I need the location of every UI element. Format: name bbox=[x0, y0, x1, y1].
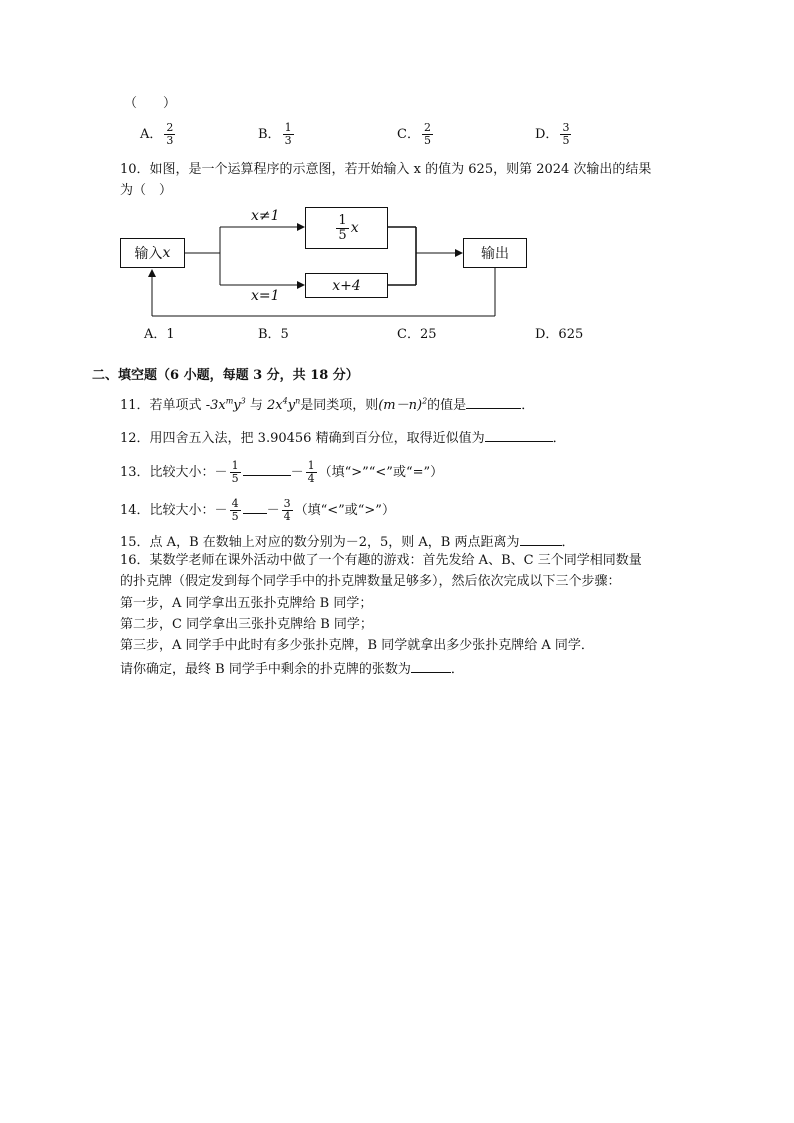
q11-prefix: 11．若单项式 bbox=[120, 398, 202, 413]
output-box: 输出 bbox=[463, 238, 527, 268]
q10-option-b: B．5 bbox=[258, 327, 289, 342]
q14-answer-blank[interactable] bbox=[243, 501, 267, 514]
q14-prefix: 14．比较大小： bbox=[120, 503, 215, 518]
q13-prefix: 13．比较大小： bbox=[120, 465, 215, 480]
q12-end: ． bbox=[552, 431, 566, 446]
q11-expr: $(m-n)^2$ bbox=[378, 396, 428, 413]
q15-end: ． bbox=[561, 535, 575, 550]
q10-line2: 为（ ） bbox=[120, 183, 173, 198]
q9-option-fraction: $\frac{2}{3}$ bbox=[166, 121, 174, 147]
q13 bbox=[120, 458, 443, 488]
q10-line1: 10．如图，是一个运算程序的示意图，若开始输入 x 的值为 625，则第 2024 次输出的结果 bbox=[120, 162, 652, 177]
q12 bbox=[120, 429, 566, 447]
q13-b-sign: － bbox=[290, 465, 304, 480]
q11-mid: 与 bbox=[245, 398, 267, 413]
q16-end: ． bbox=[450, 662, 464, 677]
q11 bbox=[120, 396, 534, 414]
input-box bbox=[120, 238, 185, 268]
q14-a-sign: － bbox=[214, 503, 228, 518]
condition-equals-one: x=1 bbox=[251, 288, 280, 304]
q9-option-fraction: $\frac{2}{5}$ bbox=[423, 121, 431, 147]
q11-term2: $2x^4y^n$ bbox=[267, 396, 301, 413]
q14-fraction-b: $\frac{3}{4}$ bbox=[283, 497, 291, 523]
q16-step3: 第三步，A 同学手中此时有多少张扑克牌，B 同学就拿出多少张扑克牌给 A 同学． bbox=[120, 638, 594, 653]
condition-not-one: x≠1 bbox=[251, 208, 280, 224]
q10-option-a: A．1 bbox=[144, 327, 175, 342]
q9-paren: （ ） bbox=[124, 96, 177, 111]
fraction-den: 5 bbox=[338, 227, 347, 243]
q9-option-fraction: $\frac{1}{3}$ bbox=[284, 121, 292, 147]
q10-option-d: D．625 bbox=[535, 327, 584, 342]
q16-question bbox=[120, 660, 464, 678]
input-var: x bbox=[162, 245, 171, 261]
q14-fraction-a: $\frac{4}{5}$ bbox=[231, 497, 239, 523]
q16-step2: 第二步，C 同学拿出三张扑克牌给 B 同学； bbox=[120, 617, 373, 632]
q16-question-text: 请你确定，最终 B 同学手中剩余的扑克牌的张数为 bbox=[120, 662, 411, 677]
q15 bbox=[120, 533, 575, 551]
q14-suffix: （填“<”或“>”） bbox=[294, 503, 395, 518]
q13-fraction-b: $\frac{1}{4}$ bbox=[307, 459, 315, 485]
q9-option-label: B． bbox=[258, 127, 281, 142]
q16-step1: 第一步，A 同学拿出五张扑克牌给 B 同学； bbox=[120, 596, 373, 611]
box-one-fifth-x bbox=[305, 207, 388, 249]
q12-answer-blank[interactable] bbox=[485, 429, 553, 442]
fraction-one-fifth bbox=[336, 214, 348, 243]
section-heading: 二、填空题（6 小题，每题 3 分，共 18 分） bbox=[92, 368, 359, 383]
q12-text: 12．用四舍五入法，把 3.90456 精确到百分位，取得近似值为 bbox=[120, 431, 485, 446]
q11-suffix2: 的值是 bbox=[427, 398, 467, 413]
input-label: 输入 bbox=[134, 246, 163, 262]
q11-term1: $-3x^my^3$ bbox=[205, 396, 246, 413]
q9-option-label: D． bbox=[535, 127, 559, 142]
q13-a-sign: － bbox=[214, 465, 228, 480]
q15-text: 15．点 A，B 在数轴上对应的数分别为－2，5，则 A，B 两点距离为 bbox=[120, 535, 520, 550]
fraction-num: 1 bbox=[338, 212, 347, 228]
q13-fraction-a: $\frac{1}{5}$ bbox=[231, 459, 239, 485]
q16-answer-blank[interactable] bbox=[411, 660, 451, 673]
q13-suffix: （填“>”“<”或“=”） bbox=[318, 465, 444, 480]
box-x-plus-4: x+4 bbox=[305, 273, 388, 298]
q14-b-sign: － bbox=[266, 503, 280, 518]
box-top-var: x bbox=[350, 220, 359, 236]
q9-option-label: C． bbox=[397, 127, 420, 142]
q9-option-label: A． bbox=[140, 127, 163, 142]
q11-suffix1: 是同类项，则 bbox=[300, 398, 379, 413]
q11-end: ． bbox=[521, 398, 535, 413]
q11-answer-blank[interactable] bbox=[466, 396, 521, 409]
q16-line2: 的扑克牌（假定发到每个同学手中的扑克牌数量足够多），然后依次完成以下三个步骤： bbox=[120, 574, 621, 589]
q15-answer-blank[interactable] bbox=[520, 533, 562, 546]
q14 bbox=[120, 496, 395, 526]
q9-option-fraction: $\frac{3}{5}$ bbox=[562, 121, 570, 147]
q13-answer-blank[interactable] bbox=[243, 463, 291, 476]
flowchart-connectors bbox=[0, 0, 794, 340]
q10-option-c: C．25 bbox=[397, 327, 437, 342]
q16-line1: 16．某数学老师在课外活动中做了一个有趣的游戏：首先发给 A、B、C 三个同学相同数量 bbox=[120, 553, 642, 568]
